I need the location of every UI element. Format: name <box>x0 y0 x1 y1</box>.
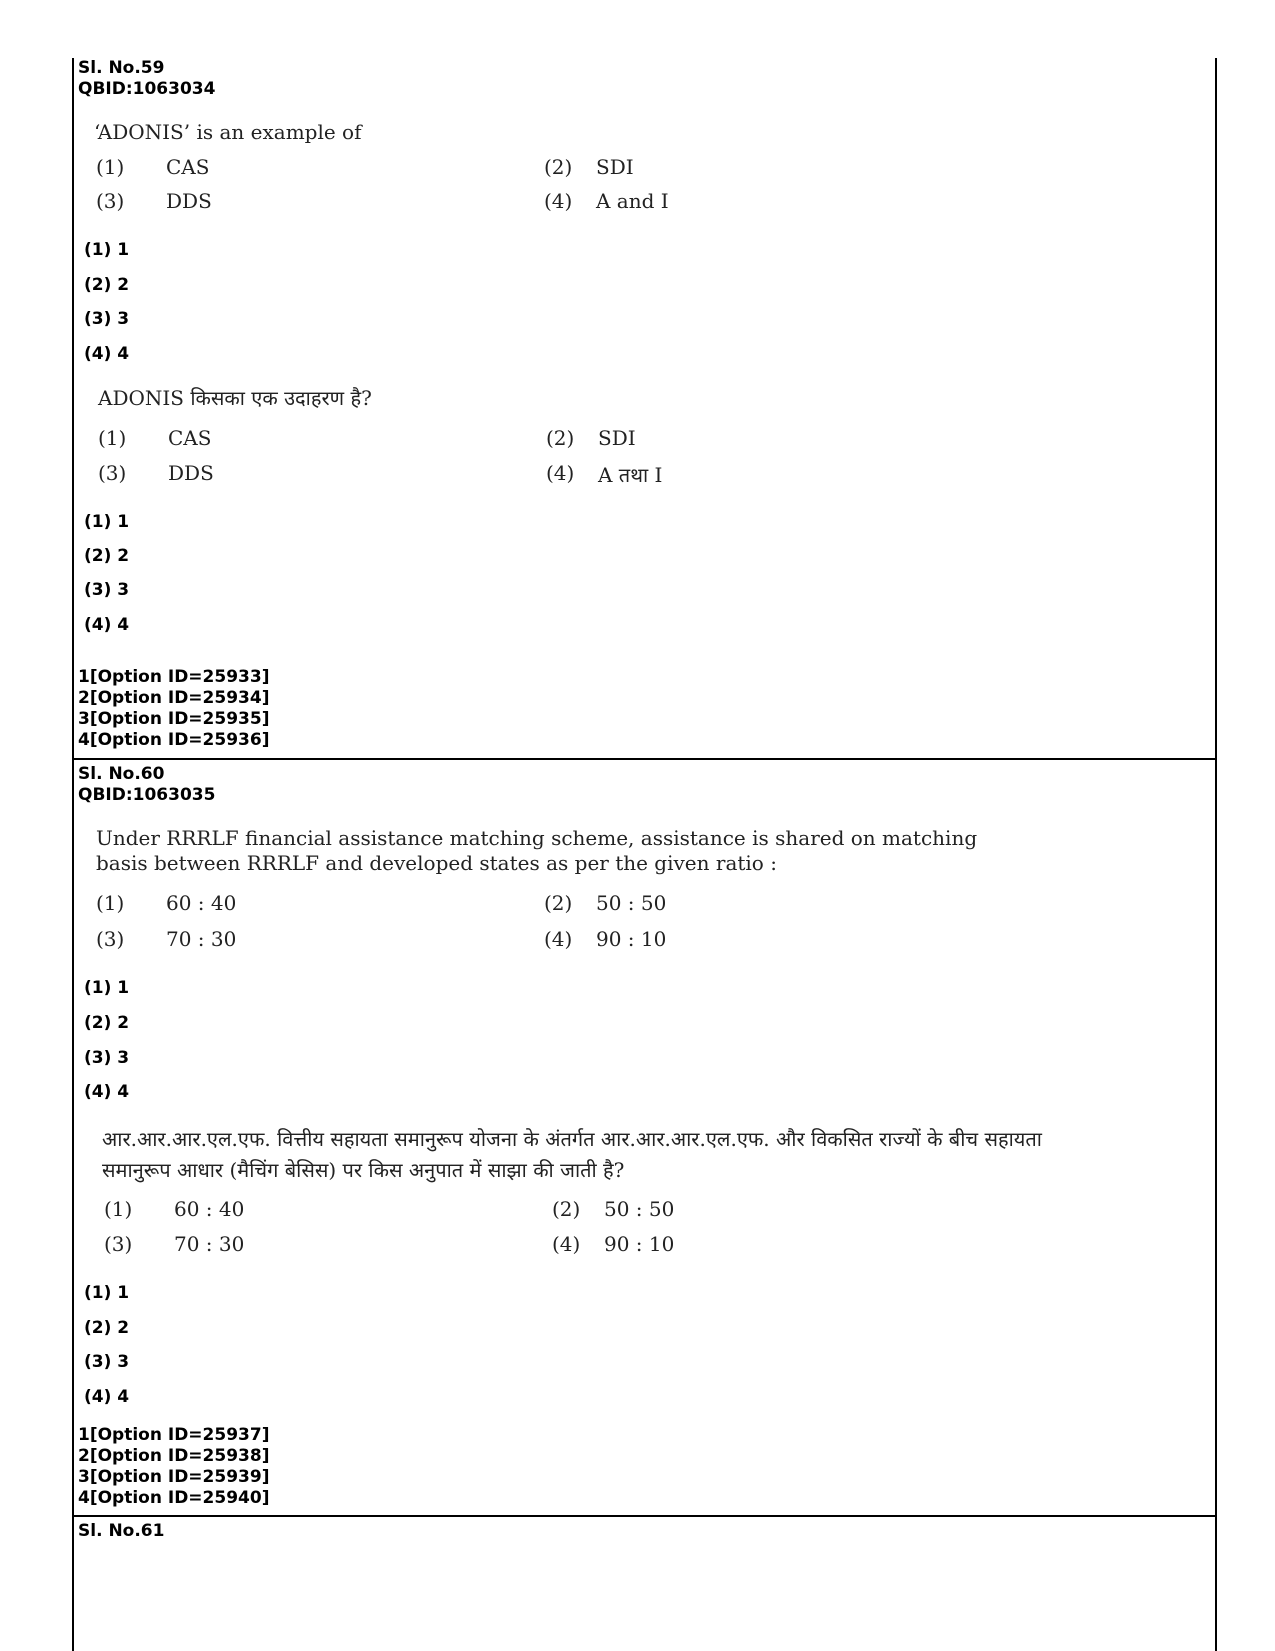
qbid: QBID:1063035 <box>78 785 216 805</box>
option-number: (2) <box>546 426 575 450</box>
qbid: QBID:1063034 <box>78 79 216 99</box>
answer-choice: (1) 1 <box>84 512 130 532</box>
answer-choice: (2) 2 <box>84 1318 130 1338</box>
option-id: 2[Option ID=25938] <box>78 1446 270 1466</box>
answer-choice: (2) 2 <box>84 546 130 566</box>
option-number: (3) <box>104 1232 133 1256</box>
option-number: (4) <box>552 1232 581 1256</box>
option-id: 3[Option ID=25939] <box>78 1467 270 1487</box>
option-number: (1) <box>104 1197 133 1221</box>
serial-number: Sl. No.59 <box>78 58 165 78</box>
question-divider <box>72 1515 1215 1517</box>
option-text: 70 : 30 <box>174 1232 245 1256</box>
option-text: 70 : 30 <box>166 927 237 951</box>
option-id: 1[Option ID=25933] <box>78 667 270 687</box>
option-number: (3) <box>98 461 127 485</box>
option-id: 4[Option ID=25936] <box>78 730 270 750</box>
option-number: (1) <box>96 155 125 179</box>
serial-number: Sl. No.61 <box>78 1521 165 1541</box>
option-number: (1) <box>98 426 127 450</box>
option-row <box>96 891 1096 917</box>
answer-choice: (4) 4 <box>84 344 130 364</box>
option-text: 60 : 40 <box>174 1197 245 1221</box>
question-header <box>78 58 1198 100</box>
option-row <box>96 189 1096 215</box>
option-id-list <box>78 1425 269 1509</box>
question-header <box>78 764 1198 806</box>
answer-choice: (1) 1 <box>84 240 130 260</box>
option-row <box>96 155 1096 181</box>
question-divider <box>72 758 1215 760</box>
option-number: (2) <box>544 891 573 915</box>
option-text: 90 : 10 <box>604 1232 675 1256</box>
option-text: SDI <box>598 426 636 450</box>
question-text-hindi: आर.आर.आर.एल.एफ. वित्तीय सहायता समानुरूप योजना के अंतर्गत आर.आर.आर.एल.एफ. और विकसित राज्यों के बीच सहायता समानुरूप आधार (मैचिंग बेसिस) पर किस अनुपात में साझा की जाती है? <box>102 1127 1042 1182</box>
option-number: (4) <box>544 189 573 213</box>
option-id-list <box>78 667 269 751</box>
option-text: 90 : 10 <box>596 927 667 951</box>
answer-choice: (3) 3 <box>84 309 130 329</box>
answer-choice: (3) 3 <box>84 1048 130 1068</box>
question-header <box>78 1521 1198 1542</box>
option-row <box>98 426 1098 452</box>
option-id: 1[Option ID=25937] <box>78 1425 270 1445</box>
option-text: 50 : 50 <box>596 891 667 915</box>
answer-choice: (4) 4 <box>84 1082 130 1102</box>
option-id: 4[Option ID=25940] <box>78 1488 270 1508</box>
option-number: (1) <box>96 891 125 915</box>
answer-choice: (1) 1 <box>84 1283 130 1303</box>
option-id: 2[Option ID=25934] <box>78 688 270 708</box>
option-text: CAS <box>166 155 210 179</box>
option-text: 50 : 50 <box>604 1197 675 1221</box>
option-text: A तथा I <box>598 463 663 487</box>
answer-choice: (2) 2 <box>84 1013 130 1033</box>
option-row <box>104 1232 1104 1258</box>
option-text: SDI <box>596 155 634 179</box>
answer-choice: (4) 4 <box>84 1387 130 1407</box>
option-number: (2) <box>552 1197 581 1221</box>
option-number: (3) <box>96 189 125 213</box>
option-row <box>104 1197 1104 1223</box>
question-text-hindi: ADONIS किसका एक उदाहरण है? <box>98 386 372 410</box>
answer-choice: (3) 3 <box>84 1352 130 1372</box>
option-id: 3[Option ID=25935] <box>78 709 270 729</box>
option-number: (4) <box>546 461 575 485</box>
option-text: A and I <box>596 189 669 213</box>
question-text-english: Under RRRLF financial assistance matching scheme, assistance is shared on matching basis between RRRLF and developed states as per the given ratio : <box>96 826 978 875</box>
option-text: 60 : 40 <box>166 891 237 915</box>
option-row <box>96 927 1096 953</box>
serial-number: Sl. No.60 <box>78 764 165 784</box>
question-text-english: ‘ADONIS’ is an example of <box>94 120 362 144</box>
answer-choice: (4) 4 <box>84 615 130 635</box>
option-text: CAS <box>168 426 212 450</box>
option-text: DDS <box>168 461 214 485</box>
option-text: DDS <box>166 189 212 213</box>
option-number: (3) <box>96 927 125 951</box>
answer-choice: (1) 1 <box>84 978 130 998</box>
answer-choice: (3) 3 <box>84 580 130 600</box>
answer-choice: (2) 2 <box>84 275 130 295</box>
option-number: (2) <box>544 155 573 179</box>
option-row <box>98 461 1098 487</box>
option-number: (4) <box>544 927 573 951</box>
